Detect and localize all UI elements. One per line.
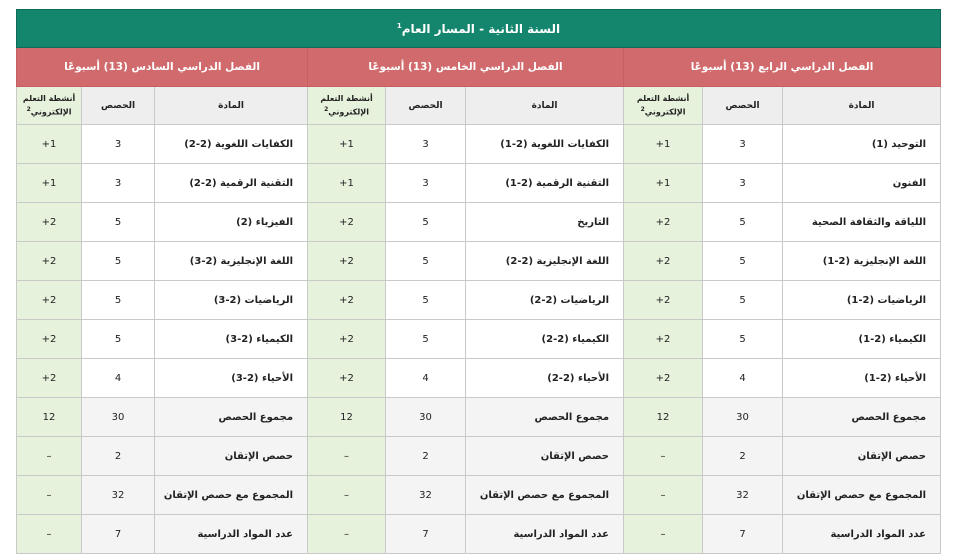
periods-cell: 3 [82,125,155,164]
semester-4-header: الفصل الدراسي الرابع (13) أسبوعًا [624,48,941,87]
elearning-cell: 2+ [308,359,386,398]
table-row [17,320,941,359]
elearning-cell: 12 [308,398,386,437]
periods-cell: 4 [703,359,783,398]
subject-cell: الرياضيات (2-1) [783,281,941,320]
subject-cell: الأحياء (2-1) [783,359,941,398]
periods-cell: 5 [386,242,466,281]
subject-cell: المجموع مع حصص الإتقان [466,476,624,515]
periods-cell: 5 [703,203,783,242]
elearning-cell: 2+ [624,242,703,281]
periods-cell: 4 [386,359,466,398]
subject-cell: اللغة الإنجليزية (2-2) [466,242,624,281]
elearning-cell: 2+ [624,281,703,320]
semester-5-header: الفصل الدراسي الخامس (13) أسبوعًا [308,48,624,87]
subject-cell: التوحيد (1) [783,125,941,164]
study-plan-table [16,9,941,554]
subject-cell: اللغة الإنجليزية (2-1) [783,242,941,281]
subject-cell: الرياضيات (2-2) [466,281,624,320]
subject-cell: اللغة الإنجليزية (2-3) [155,242,308,281]
periods-cell: 32 [82,476,155,515]
periods-cell: 3 [703,125,783,164]
col-header-elearning [624,87,703,125]
table-row [17,125,941,164]
elearning-cell: 2+ [17,359,82,398]
elearning-cell: 1+ [17,125,82,164]
table-row [17,281,941,320]
subject-cell: عدد المواد الدراسية [155,515,308,554]
subject-cell: الفنون [783,164,941,203]
elearning-footnote-marker: 2 [640,106,645,114]
subject-cell: الكفايات اللغوية (2-1) [466,125,624,164]
table-title [17,10,941,48]
col-header-periods: الحصص [703,87,783,125]
elearning-cell: 1+ [17,164,82,203]
subject-cell: المجموع مع حصص الإتقان [783,476,941,515]
periods-cell: 32 [703,476,783,515]
subject-cell: الفيزياء (2) [155,203,308,242]
subject-cell: التاريخ [466,203,624,242]
elearning-cell: 2+ [17,320,82,359]
elearning-cell: – [624,476,703,515]
periods-cell: 7 [703,515,783,554]
periods-cell: 5 [386,281,466,320]
periods-cell: 7 [82,515,155,554]
table-title-text: السنة الثانية - المسار العام [401,21,561,36]
table-row [17,359,941,398]
elearning-cell: 1+ [308,164,386,203]
col-header-elearning [308,87,386,125]
elearning-cell: 2+ [624,320,703,359]
elearning-cell: 2+ [308,320,386,359]
periods-cell: 5 [386,203,466,242]
table-row [17,515,941,554]
periods-cell: 30 [386,398,466,437]
elearning-cell: – [624,515,703,554]
periods-cell: 7 [386,515,466,554]
col-header-subject: المادة [155,87,308,125]
periods-cell: 3 [703,164,783,203]
elearning-cell: 2+ [17,281,82,320]
subject-cell: الكيمياء (2-2) [466,320,624,359]
col-header-periods: الحصص [386,87,466,125]
col-header-subject: المادة [466,87,624,125]
periods-cell: 2 [82,437,155,476]
periods-cell: 5 [82,281,155,320]
subject-cell: التقنية الرقمية (2-1) [466,164,624,203]
title-footnote-marker: 1 [396,21,402,30]
elearning-cell: 12 [17,398,82,437]
periods-cell: 5 [82,320,155,359]
elearning-cell: 1+ [308,125,386,164]
elearning-cell: – [308,515,386,554]
elearning-cell: 1+ [624,164,703,203]
elearning-cell: – [308,437,386,476]
col-header-elearning [17,87,82,125]
elearning-cell: 2+ [308,242,386,281]
subject-cell: مجموع الحصص [783,398,941,437]
periods-cell: 4 [82,359,155,398]
subject-cell: الأحياء (2-3) [155,359,308,398]
elearning-cell: – [17,476,82,515]
subject-cell: التقنية الرقمية (2-2) [155,164,308,203]
subject-cell: مجموع الحصص [155,398,308,437]
subject-cell: الأحياء (2-2) [466,359,624,398]
periods-cell: 32 [386,476,466,515]
elearning-cell: – [17,515,82,554]
elearning-cell: 2+ [308,203,386,242]
periods-cell: 5 [703,320,783,359]
subject-cell: عدد المواد الدراسية [466,515,624,554]
periods-cell: 3 [386,164,466,203]
col-header-subject: المادة [783,87,941,125]
elearning-cell: 2+ [624,203,703,242]
elearning-cell: 2+ [17,203,82,242]
periods-cell: 5 [82,242,155,281]
periods-cell: 3 [386,125,466,164]
elearning-cell: 12 [624,398,703,437]
table-row [17,476,941,515]
periods-cell: 3 [82,164,155,203]
elearning-cell: – [308,476,386,515]
elearning-cell: 1+ [624,125,703,164]
periods-cell: 5 [703,281,783,320]
subject-cell: حصص الإتقان [155,437,308,476]
semester-6-header: الفصل الدراسي السادس (13) أسبوعًا [17,48,308,87]
subject-cell: الكيمياء (2-3) [155,320,308,359]
table-row [17,242,941,281]
periods-cell: 5 [386,320,466,359]
periods-cell: 2 [386,437,466,476]
subject-cell: اللياقة والثقافة الصحية [783,203,941,242]
subject-cell: الكفايات اللغوية (2-2) [155,125,308,164]
elearning-cell: 2+ [624,359,703,398]
periods-cell: 30 [703,398,783,437]
col-header-periods: الحصص [82,87,155,125]
elearning-cell: 2+ [17,242,82,281]
col-header-elearning-text: أنشطة التعلم الإلكتروني [320,94,373,117]
subject-cell: عدد المواد الدراسية [783,515,941,554]
subject-cell: الكيمياء (2-1) [783,320,941,359]
subject-cell: المجموع مع حصص الإتقان [155,476,308,515]
elearning-cell: – [624,437,703,476]
table-row [17,437,941,476]
subject-cell: الرياضيات (2-3) [155,281,308,320]
periods-cell: 2 [703,437,783,476]
periods-cell: 5 [703,242,783,281]
table-row [17,164,941,203]
elearning-cell: – [17,437,82,476]
periods-cell: 30 [82,398,155,437]
subject-cell: حصص الإتقان [783,437,941,476]
periods-cell: 5 [82,203,155,242]
table-row [17,203,941,242]
col-header-elearning-text: أنشطة التعلم الإلكتروني [636,94,690,117]
elearning-footnote-marker: 2 [324,106,329,114]
subject-cell: حصص الإتقان [466,437,624,476]
subject-cell: مجموع الحصص [466,398,624,437]
table-body [17,125,941,554]
table-row [17,398,941,437]
elearning-cell: 2+ [308,281,386,320]
col-header-elearning-text: أنشطة التعلم الإلكتروني [22,94,76,117]
elearning-footnote-marker: 2 [26,106,31,114]
